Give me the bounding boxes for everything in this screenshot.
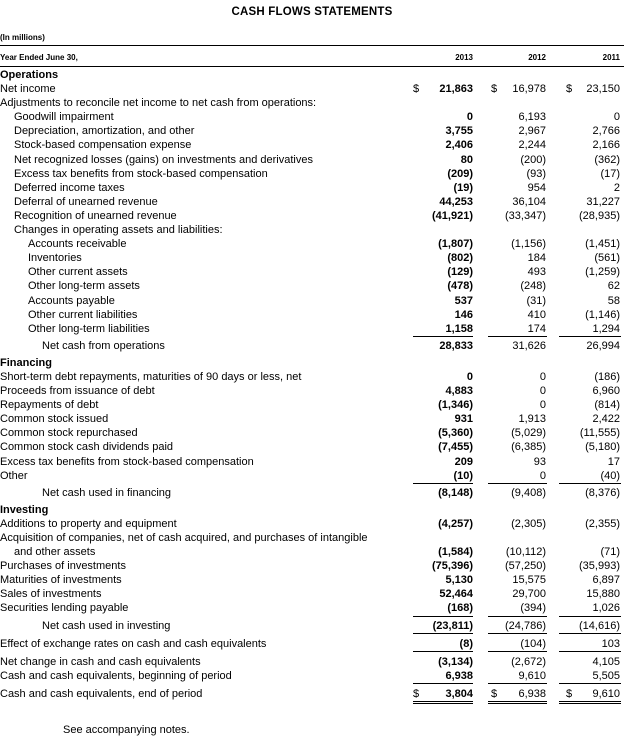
cell-value-2012: 0 xyxy=(539,399,546,412)
cell-value-2013: 537 xyxy=(454,294,473,307)
section-heading xyxy=(0,68,624,82)
header-rule-top xyxy=(0,45,624,46)
cell-value-2012: (10,112) xyxy=(505,546,546,559)
cell-value-2011: 4,105 xyxy=(592,655,620,668)
row-label: Deferral of unearned revenue xyxy=(14,195,158,208)
cell-value-2011: 62 xyxy=(607,280,620,293)
cell-value-2012: 36,104 xyxy=(512,195,546,208)
cell-value-2012: 15,575 xyxy=(512,574,546,587)
cell-value-2012: (24,786) xyxy=(505,619,546,632)
row-label: Accounts receivable xyxy=(28,238,127,251)
cell-value-2012: 954 xyxy=(527,181,546,194)
row-label: Common stock cash dividends paid xyxy=(0,441,174,454)
subtotal-rule xyxy=(559,322,621,337)
cell-value-2013: (8) xyxy=(459,637,473,650)
cell-value-2011: 0 xyxy=(613,111,620,124)
table-row xyxy=(0,294,624,308)
cell-value-2012: (5,029) xyxy=(511,427,546,440)
cell-value-2011: 31,227 xyxy=(586,195,620,208)
year-header-2012: 2012 xyxy=(528,53,546,62)
cell-value-2012: (248) xyxy=(520,280,546,293)
cell-value-2011: (40) xyxy=(600,469,620,482)
cell-value-2013: (10) xyxy=(453,469,473,482)
cell-value-2011: 6,960 xyxy=(592,385,620,398)
cell-value-2013: (478) xyxy=(447,280,473,293)
row-label: Net cash from operations xyxy=(42,339,165,352)
cell-value-2012: (2,672) xyxy=(511,655,546,668)
cell-value-2012: 2,244 xyxy=(518,139,546,152)
cell-value-2013: (1,807) xyxy=(438,238,473,251)
cell-value-2012: (57,250) xyxy=(505,560,546,573)
row-label: Other current assets xyxy=(28,266,128,279)
cell-value-2013: (5,360) xyxy=(438,427,473,440)
row-label: Additions to property and equipment xyxy=(0,517,177,530)
cell-value-2013: 21,863 xyxy=(439,83,473,96)
cell-value-2012: 9,610 xyxy=(518,669,546,682)
cell-value-2011: (35,993) xyxy=(579,560,620,573)
table-row xyxy=(0,637,624,651)
cell-value-2011: (11,555) xyxy=(579,427,620,440)
cell-value-2012: 6,193 xyxy=(518,111,546,124)
cell-value-2013: 52,464 xyxy=(439,588,473,601)
row-label: Stock-based compensation expense xyxy=(14,139,192,152)
double-rule xyxy=(559,701,621,704)
table-row xyxy=(0,223,624,237)
cell-value-2011: 9,610 xyxy=(592,687,620,700)
cell-value-2011: 2,766 xyxy=(592,125,620,138)
cell-value-2011: 26,994 xyxy=(586,339,620,352)
subtotal-rule xyxy=(413,601,473,616)
subtotal-rule xyxy=(488,637,547,652)
cell-value-2013: (802) xyxy=(447,252,473,265)
table-row xyxy=(0,455,624,469)
subtotal-rule xyxy=(559,619,621,634)
double-rule xyxy=(413,701,473,704)
subtotal-rule xyxy=(488,469,547,484)
table-row xyxy=(0,138,624,152)
cell-value-2013: 0 xyxy=(466,370,473,383)
section-label: Financing xyxy=(0,356,52,369)
cell-value-2011: (1,259) xyxy=(585,266,620,279)
cell-value-2013: 80 xyxy=(460,153,473,166)
table-row xyxy=(0,153,624,167)
cell-value-2011: (28,935) xyxy=(579,209,620,222)
cell-value-2013: 0 xyxy=(466,111,473,124)
cell-value-2011: (14,616) xyxy=(579,619,620,632)
table-row xyxy=(0,426,624,440)
table-row xyxy=(0,370,624,384)
cell-value-2012: 493 xyxy=(527,266,546,279)
row-label: Net income xyxy=(0,83,56,96)
cell-value-2011: 2,422 xyxy=(592,413,620,426)
cell-value-2012: 184 xyxy=(527,252,546,265)
currency-symbol: $ xyxy=(566,83,573,96)
cell-value-2012: 16,978 xyxy=(512,83,546,96)
table-row xyxy=(0,265,624,279)
cell-value-2013: 146 xyxy=(454,308,473,321)
cell-value-2011: (362) xyxy=(594,153,620,166)
statement-title: CASH FLOWS STATEMENTS xyxy=(231,6,393,18)
cell-value-2011: (814) xyxy=(594,399,620,412)
year-header-2013: 2013 xyxy=(455,53,473,62)
row-label: Acquisition of companies, net of cash acquired, and purchases of intangible xyxy=(0,532,368,544)
cell-value-2011: (1,146) xyxy=(585,308,620,321)
cell-value-2013: (3,134) xyxy=(438,655,473,668)
cell-value-2012: 29,700 xyxy=(512,588,546,601)
table-row xyxy=(0,237,624,251)
table-row xyxy=(0,412,624,426)
cell-value-2013: 3,804 xyxy=(445,687,473,700)
cell-value-2013: (1,584) xyxy=(438,546,473,559)
table-row xyxy=(0,655,624,669)
currency-symbol: $ xyxy=(413,83,420,96)
table-row xyxy=(0,124,624,138)
cell-value-2013: (209) xyxy=(447,167,473,180)
cell-value-2013: (41,921) xyxy=(432,209,473,222)
cell-value-2012: (104) xyxy=(520,637,546,650)
subtotal-rule xyxy=(559,601,621,616)
cell-value-2011: 1,294 xyxy=(592,322,620,335)
row-label: Net recognized losses (gains) on investments and derivatives xyxy=(14,153,313,166)
cell-value-2011: (71) xyxy=(600,546,620,559)
row-label: Repayments of debt xyxy=(0,399,99,412)
cell-value-2011: 6,897 xyxy=(592,574,620,587)
cell-value-2013: 4,883 xyxy=(445,385,473,398)
row-label: Common stock issued xyxy=(0,413,109,426)
period-label: Year Ended June 30, xyxy=(0,53,78,62)
cell-value-2013: (19) xyxy=(453,181,473,194)
cell-value-2011: 2 xyxy=(613,181,620,194)
section-heading xyxy=(0,503,624,517)
row-label: Net cash used in investing xyxy=(42,619,171,632)
table-row xyxy=(0,573,624,587)
cell-value-2011: (8,376) xyxy=(585,486,620,499)
cell-value-2012: (9,408) xyxy=(511,486,546,499)
cell-value-2013: (129) xyxy=(447,266,473,279)
cell-value-2012: 1,913 xyxy=(518,413,546,426)
table-row xyxy=(0,669,624,683)
cell-value-2011: 2,166 xyxy=(592,139,620,152)
cell-value-2013: 28,833 xyxy=(439,339,473,352)
table-row xyxy=(0,619,624,633)
table-row xyxy=(0,209,624,223)
units-note: (In millions) xyxy=(0,33,45,42)
subtotal-rule xyxy=(488,669,547,684)
table-row xyxy=(0,587,624,601)
cell-value-2013: (75,396) xyxy=(432,560,473,573)
cell-value-2012: (1,156) xyxy=(511,238,546,251)
cell-value-2012: 0 xyxy=(539,469,546,482)
cell-value-2013: (168) xyxy=(447,602,473,615)
row-label: Depreciation, amortization, and other xyxy=(14,125,195,138)
currency-symbol: $ xyxy=(566,687,573,700)
cell-value-2013: (8,148) xyxy=(438,486,473,499)
currency-symbol: $ xyxy=(491,687,498,700)
footnote: See accompanying notes. xyxy=(63,724,190,736)
subtotal-rule xyxy=(413,669,473,684)
cell-value-2011: 23,150 xyxy=(586,83,620,96)
row-label: Other current liabilities xyxy=(28,308,138,321)
cell-value-2012: 2,967 xyxy=(518,125,546,138)
cell-value-2012: (2,305) xyxy=(511,517,546,530)
row-label: Goodwill impairment xyxy=(14,111,114,124)
table-row xyxy=(0,339,624,353)
table-row xyxy=(0,517,624,531)
table-row xyxy=(0,440,624,454)
subtotal-rule xyxy=(488,619,547,634)
row-label: Securities lending payable xyxy=(0,602,129,615)
cell-value-2012: (200) xyxy=(520,153,546,166)
cell-value-2012: 410 xyxy=(527,308,546,321)
cell-value-2013: 1,158 xyxy=(445,322,473,335)
row-label: Net cash used in financing xyxy=(42,486,172,499)
subtotal-rule xyxy=(413,322,473,337)
table-row xyxy=(0,251,624,265)
row-label: Other long-term liabilities xyxy=(28,322,150,335)
cell-value-2011: (1,451) xyxy=(585,238,620,251)
cell-value-2013: 6,938 xyxy=(445,669,473,682)
row-label: Excess tax benefits from stock-based compensation xyxy=(0,455,254,468)
row-label: Adjustments to reconcile net income to net cash from operations: xyxy=(0,97,317,110)
cash-flow-table xyxy=(0,68,624,701)
cell-value-2012: (93) xyxy=(526,167,546,180)
cell-value-2011: 1,026 xyxy=(592,602,620,615)
table-row xyxy=(0,545,624,559)
cell-value-2012: 0 xyxy=(539,370,546,383)
row-label: Purchases of investments xyxy=(0,560,126,573)
table-row xyxy=(0,384,624,398)
row-label: Cash and cash equivalents, end of period xyxy=(0,687,203,700)
subtotal-rule xyxy=(413,619,473,634)
table-row xyxy=(0,96,624,110)
row-label: Other long-term assets xyxy=(28,280,140,293)
cell-value-2013: 931 xyxy=(454,413,473,426)
row-label: Net change in cash and cash equivalents xyxy=(0,655,201,668)
cell-value-2011: 15,880 xyxy=(586,588,620,601)
cell-value-2011: (5,180) xyxy=(585,441,620,454)
table-row xyxy=(0,110,624,124)
row-label: Effect of exchange rates on cash and cash equivalents xyxy=(0,637,267,650)
subtotal-rule xyxy=(413,469,473,484)
section-label: Operations xyxy=(0,69,59,81)
cell-value-2012: 174 xyxy=(527,322,546,335)
row-label: Proceeds from issuance of debt xyxy=(0,385,155,398)
currency-symbol: $ xyxy=(413,687,420,700)
row-label: Other xyxy=(0,469,28,482)
row-label: Cash and cash equivalents, beginning of period xyxy=(0,669,232,682)
cell-value-2012: (31) xyxy=(526,294,546,307)
table-row xyxy=(0,195,624,209)
table-row xyxy=(0,469,624,483)
section-heading xyxy=(0,356,624,370)
cell-value-2011: 5,505 xyxy=(592,669,620,682)
cell-value-2013: 44,253 xyxy=(439,195,473,208)
table-row xyxy=(0,559,624,573)
cell-value-2012: (33,347) xyxy=(505,209,546,222)
row-label: Deferred income taxes xyxy=(14,181,125,194)
cell-value-2013: (4,257) xyxy=(438,517,473,530)
table-row xyxy=(0,322,624,336)
cell-value-2012: 0 xyxy=(539,385,546,398)
cell-value-2013: 2,406 xyxy=(445,139,473,152)
subtotal-rule xyxy=(488,601,547,616)
row-label: Short-term debt repayments, maturities of 90 days or less, net xyxy=(0,370,302,383)
table-row xyxy=(0,398,624,412)
table-row xyxy=(0,279,624,293)
cell-value-2013: (7,455) xyxy=(438,441,473,454)
cell-value-2013: 209 xyxy=(454,455,473,468)
cell-value-2011: 58 xyxy=(607,294,620,307)
row-label: Maturities of investments xyxy=(0,574,122,587)
cell-value-2013: 3,755 xyxy=(445,125,473,138)
table-row xyxy=(0,687,624,701)
cell-value-2012: 93 xyxy=(533,455,546,468)
table-row xyxy=(0,167,624,181)
row-label: and other assets xyxy=(14,546,96,559)
table-row xyxy=(0,486,624,500)
row-label: Changes in operating assets and liabilities: xyxy=(14,224,223,237)
cell-value-2012: 6,938 xyxy=(518,687,546,700)
row-label: Accounts payable xyxy=(28,294,115,307)
cell-value-2012: (394) xyxy=(520,602,546,615)
cell-value-2013: 5,130 xyxy=(445,574,473,587)
cell-value-2011: 103 xyxy=(601,637,620,650)
currency-symbol: $ xyxy=(491,83,498,96)
row-label: Common stock repurchased xyxy=(0,427,138,440)
cell-value-2011: (186) xyxy=(594,370,620,383)
row-label: Inventories xyxy=(28,252,82,265)
subtotal-rule xyxy=(559,669,621,684)
double-rule xyxy=(488,701,547,704)
cell-value-2011: (2,355) xyxy=(585,517,620,530)
row-label: Excess tax benefits from stock-based compensation xyxy=(14,167,268,180)
row-label: Sales of investments xyxy=(0,588,102,601)
table-row xyxy=(0,308,624,322)
table-row xyxy=(0,82,624,96)
header-rule-bottom xyxy=(0,66,624,67)
cell-value-2011: 17 xyxy=(607,455,620,468)
cell-value-2011: (561) xyxy=(594,252,620,265)
subtotal-rule xyxy=(488,322,547,337)
subtotal-rule xyxy=(559,469,621,484)
cell-value-2012: (6,385) xyxy=(511,441,546,454)
table-row xyxy=(0,601,624,615)
cell-value-2013: (23,811) xyxy=(432,619,473,632)
cell-value-2013: (1,346) xyxy=(438,399,473,412)
subtotal-rule xyxy=(413,637,473,652)
cell-value-2011: (17) xyxy=(600,167,620,180)
section-label: Investing xyxy=(0,503,49,516)
cell-value-2012: 31,626 xyxy=(512,339,546,352)
table-row xyxy=(0,531,624,545)
row-label: Recognition of unearned revenue xyxy=(14,209,177,222)
year-header-2011: 2011 xyxy=(602,53,620,62)
table-row xyxy=(0,181,624,195)
subtotal-rule xyxy=(559,637,621,652)
